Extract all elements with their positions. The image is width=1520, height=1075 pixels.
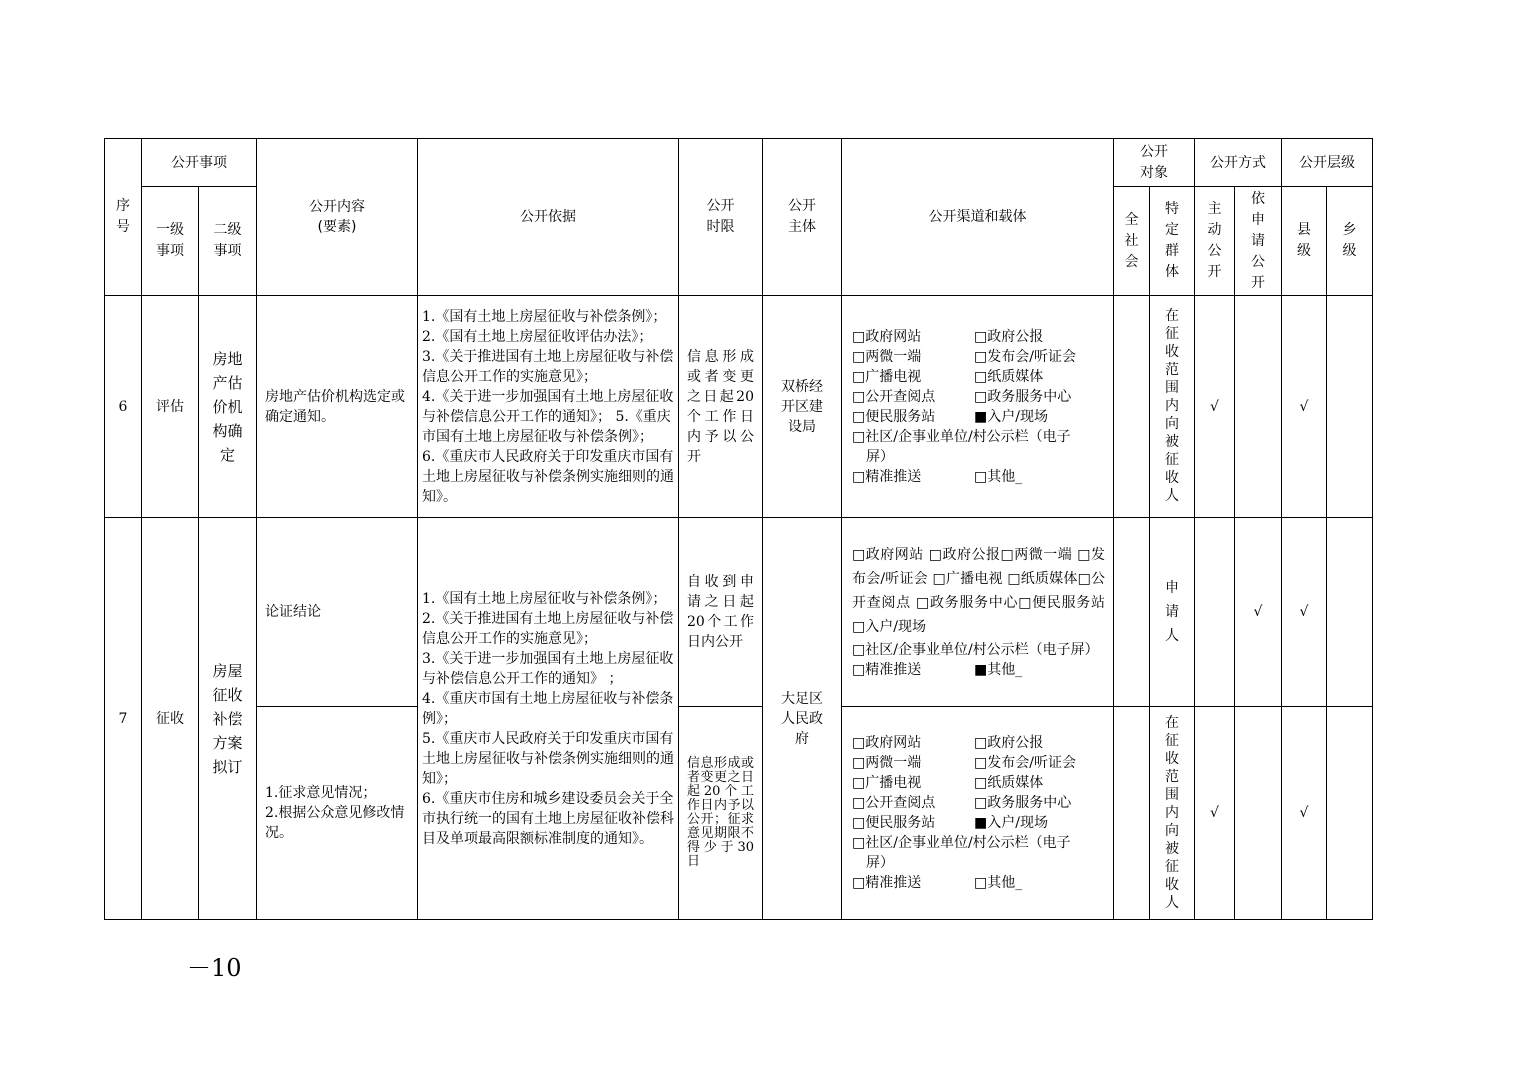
header-level-township: 乡级 xyxy=(1327,187,1373,296)
header-mode-active: 主动公开 xyxy=(1195,187,1235,296)
row6-seq: 6 xyxy=(105,296,142,518)
row7-level1: 征收 xyxy=(142,518,199,920)
header-target-specific: 特定群体 xyxy=(1150,187,1195,296)
row7-basis: 1.《国有土地上房屋征收与补偿条例》； 2.《关于推进国有土地上房屋征收与补偿信息公开工作的实施意见》； 3.《关于进一步加强国有土地上房屋征收与补偿信息公开工作的通知》 ； 4.《重庆市国有土地上房屋征收与补偿条例》； 5.《重庆市人民政府关于印发重庆市国有土地上房屋征收与补偿条例实施细则的通知》； 6.《重庆市住房和城乡建设委员会关于全市执行统一的国有土地上房屋征收补偿科目及单项最高限额标准制度的通知》。 xyxy=(418,518,679,920)
header-mode-request: 依申请公开 xyxy=(1235,187,1282,296)
header-items-group: 公开事项 xyxy=(142,139,257,187)
header-target-group: 公开对象 xyxy=(1114,139,1195,187)
row7a-level-township xyxy=(1327,518,1373,707)
row7-subject: 大足区人民政府 xyxy=(763,518,842,920)
row6-basis: 1.《国有土地上房屋征收与补偿条例》； 2.《国有土地上房屋征收评估办法》； 3.《关于推进国有土地上房屋征收与补偿信息公开工作的实施意见》； 4.《关于进一步加强国有土地上房屋征收与补偿信息公开工作的通知》； 5.《重庆市国有土地上房屋征收与补偿条例》； 6.《重庆市人民政府关于印发重庆市国有土地上房屋征收与补偿条例实施细则的通知》。 xyxy=(418,296,679,518)
header-level2: 二级事项 xyxy=(199,187,257,296)
row6-target-all xyxy=(1114,296,1150,518)
table-row xyxy=(105,518,1373,707)
row7-seq: 7 xyxy=(105,518,142,920)
row7b-mode-request xyxy=(1235,707,1282,920)
header-level-group: 公开层级 xyxy=(1282,139,1373,187)
header-target-all: 全社会 xyxy=(1114,187,1150,296)
row6-channels: □政府网站 □政府公报 □两微一端 □发布会/听证会 □广播电视 □纸质媒体 □公开查阅点 □政务服务中心 □便民服务站 ■入户/现场 □社区/企事业单位/村公示栏（电子 屏） □精准推送 □其他_ xyxy=(842,296,1114,518)
row7a-target-specific: 申请人 xyxy=(1150,518,1195,707)
row7b-content: 1.征求意见情况； 2.根据公众意见修改情况。 xyxy=(257,707,418,920)
row7b-channels: □政府网站 □政府公报 □两微一端 □发布会/听证会 □广播电视 □纸质媒体 □公开查阅点 □政务服务中心 □便民服务站 ■入户/现场 □社区/企事业单位/村公示栏（电子 屏） □精准推送 □其他_ xyxy=(842,707,1114,920)
header-content: 公开内容 (要素) xyxy=(257,139,418,296)
table-row xyxy=(105,707,1373,920)
row7b-time-limit: 信息形成或者变更之日起20个工作日内予以公开；征求意见期限不得少于30日 xyxy=(679,707,763,920)
row6-level1: 评估 xyxy=(142,296,199,518)
row7a-time-limit: 自收到申请之日起20个工作日内公开 xyxy=(679,518,763,707)
row7-level2: 房屋征收补偿方案拟订 xyxy=(199,518,257,920)
page-number: －10 xyxy=(187,954,242,982)
header-level1: 一级事项 xyxy=(142,187,199,296)
row6-mode-request xyxy=(1235,296,1282,518)
row7a-mode-request: √ xyxy=(1235,518,1282,707)
row7a-mode-active xyxy=(1195,518,1235,707)
row6-target-specific: 在征收范围内向被征收人 xyxy=(1150,296,1195,518)
row6-time-limit: 信息形成或者变更之日起20个工作日内予以公开 xyxy=(679,296,763,518)
row7b-mode-active: √ xyxy=(1195,707,1235,920)
row6-level2: 房地产估价机构确定 xyxy=(199,296,257,518)
row7b-target-specific: 在征收范围内向被征收人 xyxy=(1150,707,1195,920)
header-mode-group: 公开方式 xyxy=(1195,139,1282,187)
row7b-target-all xyxy=(1114,707,1150,920)
header-subject: 公开主体 xyxy=(763,139,842,296)
row6-level-township xyxy=(1327,296,1373,518)
row7a-level-county: √ xyxy=(1282,518,1327,707)
row7a-channels: □政府网站 □政府公报□两微一端 □发布会/听证会 □广播电视 □纸质媒体□公开查阅点 □政务服务中心□便民服务站 □入户/现场 □社区/企事业单位/村公示栏（电子屏） □精准推送 ■其他_ xyxy=(842,518,1114,707)
header-level-county: 县级 xyxy=(1282,187,1327,296)
row6-content: 房地产估价机构选定或确定通知。 xyxy=(257,296,418,518)
row7a-content: 论证结论 xyxy=(257,518,418,707)
row7b-level-township xyxy=(1327,707,1373,920)
table-row xyxy=(105,296,1373,518)
row7b-level-county: √ xyxy=(1282,707,1327,920)
header-time-limit: 公开时限 xyxy=(679,139,763,296)
header-seq: 序号 xyxy=(105,139,142,296)
row7a-target-all xyxy=(1114,518,1150,707)
row6-subject: 双桥经开区建设局 xyxy=(763,296,842,518)
header-channels: 公开渠道和载体 xyxy=(842,139,1114,296)
row6-mode-active: √ xyxy=(1195,296,1235,518)
row6-level-county: √ xyxy=(1282,296,1327,518)
header-basis: 公开依据 xyxy=(418,139,679,296)
disclosure-table xyxy=(104,138,1373,920)
